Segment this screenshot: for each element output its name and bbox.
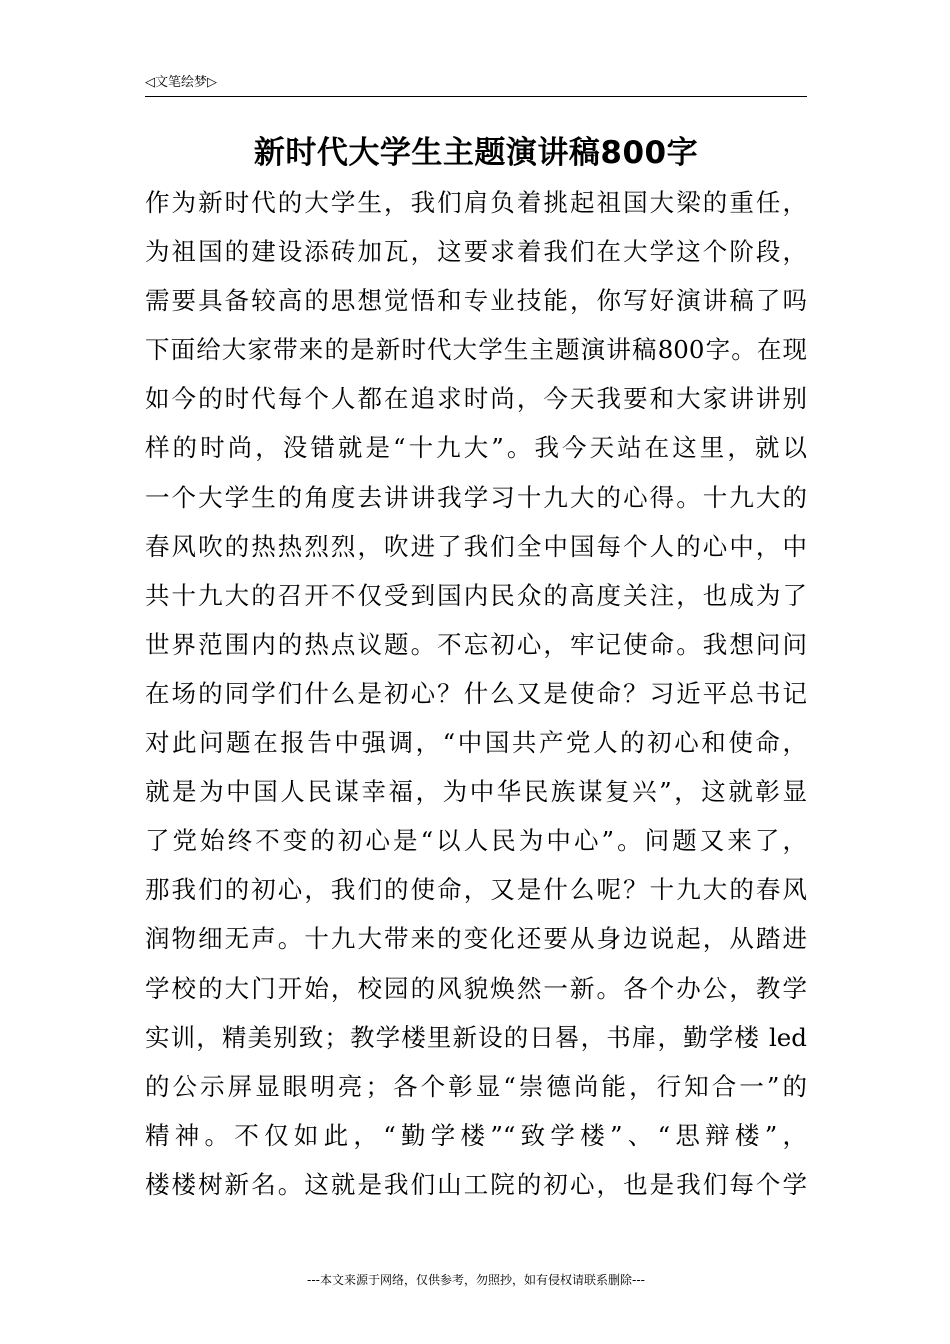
- body-line: 为祖国的建设添砖加瓦，这要求着我们在大学这个阶段，: [145, 237, 807, 267]
- document-body: [145, 178, 807, 1209]
- document-title: 新时代大学生主题演讲稿800字: [253, 135, 699, 171]
- body-line: 润物细无声。十九大带来的变化还要从身边说起，从踏进: [145, 924, 807, 954]
- body-line: 对此问题在报告中强调，“中国共产党人的初心和使命，: [145, 728, 807, 758]
- body-line: 下面给大家带来的是新时代大学生主题演讲稿800字。在现: [145, 335, 807, 365]
- header-divider: [145, 96, 807, 97]
- body-line: 如今的时代每个人都在追求时尚，今天我要和大家讲讲别: [145, 384, 807, 414]
- header-brand: ◁文笔绘梦▷: [145, 75, 217, 90]
- body-line: 学校的大门开始，校园的风貌焕然一新。各个办公，教学: [145, 973, 807, 1003]
- body-line: 楼楼树新名。这就是我们山工院的初心，也是我们每个学: [145, 1169, 807, 1199]
- body-line: 需要具备较高的思想觉悟和专业技能，你写好演讲稿了吗: [145, 286, 807, 316]
- body-line: 共十九大的召开不仅受到国内民众的高度关注，也成为了: [145, 580, 807, 610]
- body-line: 在场的同学们什么是初心？什么又是使命？习近平总书记: [145, 678, 807, 708]
- footer-notice: ---本文来源于网络，仅供参考，勿照抄，如有侵权请联系删除---: [307, 1273, 645, 1287]
- body-line: 样的时尚，没错就是“十九大”。我今天站在这里，就以: [145, 433, 807, 463]
- body-line: 实训，精美别致；教学楼里新设的日晷，书扉，勤学楼 led: [145, 1022, 807, 1052]
- body-line: 那我们的初心，我们的使命，又是什么呢？十九大的春风: [145, 875, 807, 905]
- body-line: 一个大学生的角度去讲讲我学习十九大的心得。十九大的: [145, 482, 807, 512]
- body-line: 春风吹的热热烈烈，吹进了我们全中国每个人的心中，中: [145, 531, 807, 561]
- body-line: 的公示屏显眼明亮；各个彰显“崇德尚能，行知合一”的: [145, 1071, 807, 1101]
- body-line: 了党始终不变的初心是“以人民为中心”。问题又来了，: [145, 826, 807, 856]
- body-line: 就是为中国人民谋幸福，为中华民族谋复兴”，这就彰显: [145, 777, 807, 807]
- body-line: 世界范围内的热点议题。不忘初心，牢记使命。我想问问: [145, 629, 807, 659]
- body-line: 精神。不仅如此，“勤学楼”“致学楼”、“思辩楼”，: [145, 1120, 807, 1150]
- body-line: 作为新时代的大学生，我们肩负着挑起祖国大梁的重任，: [145, 188, 807, 217]
